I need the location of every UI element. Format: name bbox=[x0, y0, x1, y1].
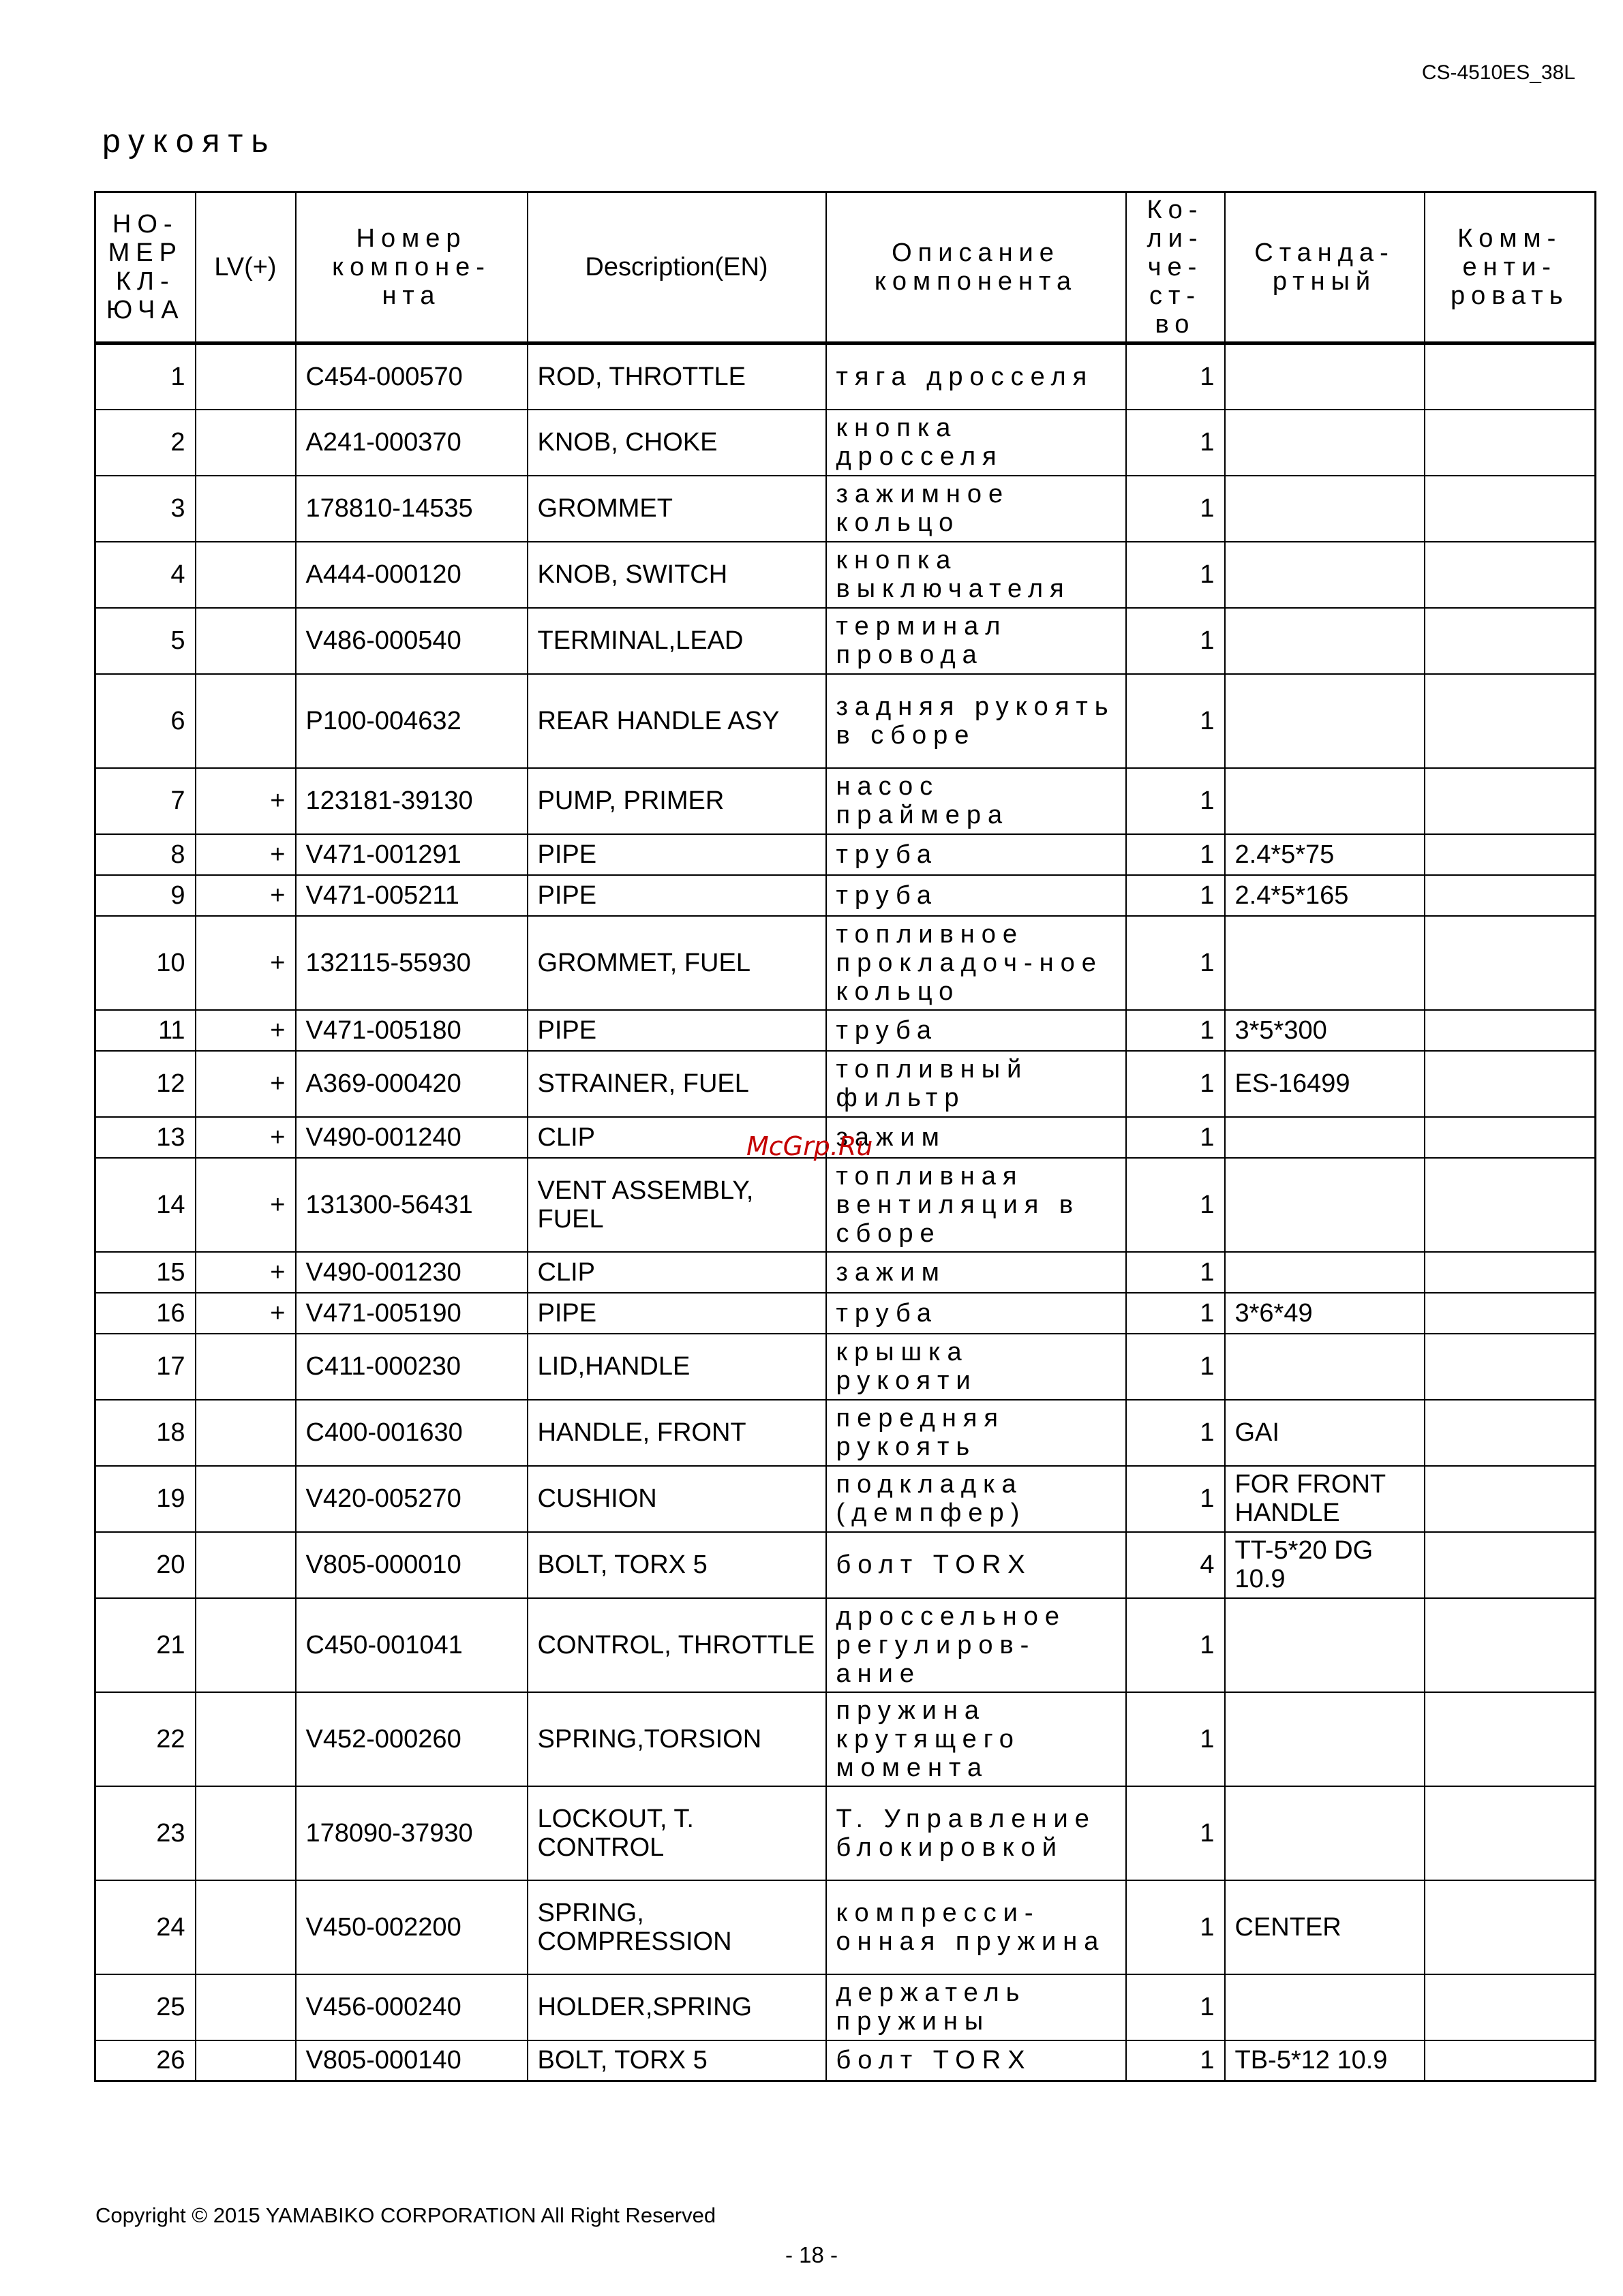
cell-lv: + bbox=[196, 1158, 296, 1252]
col-header-standard: Станда-ртный bbox=[1225, 192, 1425, 343]
cell-description-en: PIPE bbox=[528, 1010, 826, 1051]
table-row bbox=[95, 916, 1596, 1010]
cell-comment bbox=[1425, 834, 1596, 875]
cell-standard: GAI bbox=[1225, 1400, 1425, 1466]
cell-lv bbox=[196, 1400, 296, 1466]
cell-lv bbox=[196, 410, 296, 476]
table-row bbox=[95, 834, 1596, 875]
cell-part-number: P100-004632 bbox=[296, 674, 528, 768]
cell-part-number: 178810-14535 bbox=[296, 476, 528, 542]
table-row bbox=[95, 1051, 1596, 1117]
table-row bbox=[95, 1010, 1596, 1051]
cell-lv: + bbox=[196, 875, 296, 916]
cell-quantity: 1 bbox=[1126, 834, 1225, 875]
cell-part-number: V486-000540 bbox=[296, 608, 528, 674]
cell-lv: + bbox=[196, 1293, 296, 1334]
cell-standard: ES-16499 bbox=[1225, 1051, 1425, 1117]
cell-quantity: 1 bbox=[1126, 916, 1225, 1010]
cell-comment bbox=[1425, 1158, 1596, 1252]
cell-comment bbox=[1425, 674, 1596, 768]
cell-quantity: 1 bbox=[1126, 343, 1225, 410]
cell-description-en: VENT ASSEMBLY, FUEL bbox=[528, 1158, 826, 1252]
cell-standard: 2.4*5*75 bbox=[1225, 834, 1425, 875]
cell-quantity: 1 bbox=[1126, 674, 1225, 768]
cell-standard bbox=[1225, 1692, 1425, 1786]
cell-key: 9 bbox=[95, 875, 196, 916]
cell-part-number: C454-000570 bbox=[296, 343, 528, 410]
cell-quantity: 1 bbox=[1126, 542, 1225, 608]
cell-key: 20 bbox=[95, 1532, 196, 1598]
cell-description-en: LID,HANDLE bbox=[528, 1334, 826, 1400]
cell-description-en: ROD, THROTTLE bbox=[528, 343, 826, 410]
table-row bbox=[95, 343, 1596, 410]
cell-key: 15 bbox=[95, 1252, 196, 1293]
cell-comment bbox=[1425, 542, 1596, 608]
cell-description-ru: топливный фильтр bbox=[826, 1051, 1126, 1117]
cell-comment bbox=[1425, 1880, 1596, 1974]
cell-standard bbox=[1225, 542, 1425, 608]
cell-key: 2 bbox=[95, 410, 196, 476]
cell-standard bbox=[1225, 768, 1425, 834]
table-row bbox=[95, 410, 1596, 476]
cell-part-number: V471-005180 bbox=[296, 1010, 528, 1051]
cell-comment bbox=[1425, 916, 1596, 1010]
col-header-description-en: Description(EN) bbox=[528, 192, 826, 343]
cell-standard bbox=[1225, 674, 1425, 768]
cell-part-number: V452-000260 bbox=[296, 1692, 528, 1786]
cell-part-number: V471-001291 bbox=[296, 834, 528, 875]
cell-lv bbox=[196, 1598, 296, 1692]
cell-part-number: V450-002200 bbox=[296, 1880, 528, 1974]
cell-part-number: 131300-56431 bbox=[296, 1158, 528, 1252]
cell-comment bbox=[1425, 1051, 1596, 1117]
cell-comment bbox=[1425, 2040, 1596, 2081]
cell-key: 19 bbox=[95, 1466, 196, 1532]
table-row bbox=[95, 608, 1596, 674]
cell-lv bbox=[196, 1786, 296, 1880]
table-row bbox=[95, 768, 1596, 834]
cell-quantity: 1 bbox=[1126, 1117, 1225, 1158]
cell-description-ru: тяга дросселя bbox=[826, 343, 1126, 410]
cell-description-en: STRAINER, FUEL bbox=[528, 1051, 826, 1117]
cell-standard bbox=[1225, 343, 1425, 410]
cell-key: 8 bbox=[95, 834, 196, 875]
cell-key: 26 bbox=[95, 2040, 196, 2081]
cell-part-number: A444-000120 bbox=[296, 542, 528, 608]
table-row bbox=[95, 1334, 1596, 1400]
cell-comment bbox=[1425, 1010, 1596, 1051]
cell-part-number: 132115-55930 bbox=[296, 916, 528, 1010]
cell-key: 3 bbox=[95, 476, 196, 542]
cell-lv bbox=[196, 674, 296, 768]
cell-comment bbox=[1425, 1117, 1596, 1158]
cell-comment bbox=[1425, 1293, 1596, 1334]
cell-description-en: PIPE bbox=[528, 875, 826, 916]
cell-key: 16 bbox=[95, 1293, 196, 1334]
cell-lv bbox=[196, 1692, 296, 1786]
cell-standard bbox=[1225, 608, 1425, 674]
watermark: McGrp.Ru bbox=[746, 1131, 873, 1161]
cell-part-number: V490-001240 bbox=[296, 1117, 528, 1158]
cell-description-ru: труба bbox=[826, 875, 1126, 916]
cell-description-ru: кнопка выключателя bbox=[826, 542, 1126, 608]
cell-description-ru: болт TORX bbox=[826, 2040, 1126, 2081]
cell-key: 4 bbox=[95, 542, 196, 608]
cell-description-en: KNOB, CHOKE bbox=[528, 410, 826, 476]
table-row bbox=[95, 1532, 1596, 1598]
cell-lv bbox=[196, 2040, 296, 2081]
cell-comment bbox=[1425, 1400, 1596, 1466]
cell-comment bbox=[1425, 1466, 1596, 1532]
table-row bbox=[95, 875, 1596, 916]
table-row bbox=[95, 1786, 1596, 1880]
table-row bbox=[95, 1400, 1596, 1466]
table-row bbox=[95, 1466, 1596, 1532]
table-row bbox=[95, 1692, 1596, 1786]
cell-part-number: 123181-39130 bbox=[296, 768, 528, 834]
cell-part-number: V420-005270 bbox=[296, 1466, 528, 1532]
cell-description-ru: держатель пружины bbox=[826, 1974, 1126, 2040]
cell-comment bbox=[1425, 476, 1596, 542]
cell-standard: TB-5*12 10.9 bbox=[1225, 2040, 1425, 2081]
cell-description-en: PIPE bbox=[528, 1293, 826, 1334]
table-row bbox=[95, 2040, 1596, 2081]
cell-part-number: V471-005190 bbox=[296, 1293, 528, 1334]
cell-lv bbox=[196, 1532, 296, 1598]
cell-standard: CENTER bbox=[1225, 1880, 1425, 1974]
cell-description-ru: насос праймера bbox=[826, 768, 1126, 834]
cell-key: 23 bbox=[95, 1786, 196, 1880]
cell-comment bbox=[1425, 1252, 1596, 1293]
cell-part-number: V471-005211 bbox=[296, 875, 528, 916]
cell-lv: + bbox=[196, 1010, 296, 1051]
cell-comment bbox=[1425, 875, 1596, 916]
table-header-row bbox=[95, 192, 1596, 343]
cell-key: 24 bbox=[95, 1880, 196, 1974]
table-row bbox=[95, 1880, 1596, 1974]
cell-standard bbox=[1225, 1117, 1425, 1158]
cell-standard: TT-5*20 DG 10.9 bbox=[1225, 1532, 1425, 1598]
cell-description-ru: пружина крутящего момента bbox=[826, 1692, 1126, 1786]
cell-comment bbox=[1425, 1598, 1596, 1692]
cell-description-en: LOCKOUT, T. CONTROL bbox=[528, 1786, 826, 1880]
cell-key: 25 bbox=[95, 1974, 196, 2040]
cell-quantity: 1 bbox=[1126, 1598, 1225, 1692]
cell-quantity: 1 bbox=[1126, 1974, 1225, 2040]
cell-key: 5 bbox=[95, 608, 196, 674]
cell-description-en: PIPE bbox=[528, 834, 826, 875]
cell-standard: FOR FRONT HANDLE bbox=[1225, 1466, 1425, 1532]
cell-standard bbox=[1225, 410, 1425, 476]
cell-description-en: CLIP bbox=[528, 1252, 826, 1293]
cell-lv bbox=[196, 343, 296, 410]
cell-description-ru: передняя рукоять bbox=[826, 1400, 1126, 1466]
cell-lv: + bbox=[196, 1252, 296, 1293]
cell-description-ru: зажим bbox=[826, 1117, 1126, 1158]
cell-key: 17 bbox=[95, 1334, 196, 1400]
cell-description-ru: крышка рукояти bbox=[826, 1334, 1126, 1400]
cell-standard bbox=[1225, 916, 1425, 1010]
cell-part-number: C400-001630 bbox=[296, 1400, 528, 1466]
table-row bbox=[95, 542, 1596, 608]
cell-lv bbox=[196, 608, 296, 674]
cell-part-number: V805-000010 bbox=[296, 1532, 528, 1598]
cell-description-en: CUSHION bbox=[528, 1466, 826, 1532]
cell-standard bbox=[1225, 476, 1425, 542]
cell-quantity: 1 bbox=[1126, 476, 1225, 542]
cell-lv bbox=[196, 476, 296, 542]
cell-key: 10 bbox=[95, 916, 196, 1010]
cell-lv bbox=[196, 1880, 296, 1974]
cell-description-ru: зажимное кольцо bbox=[826, 476, 1126, 542]
cell-quantity: 4 bbox=[1126, 1532, 1225, 1598]
cell-quantity: 1 bbox=[1126, 1334, 1225, 1400]
page-number: - 18 - bbox=[785, 2242, 838, 2267]
cell-key: 1 bbox=[95, 343, 196, 410]
cell-lv: + bbox=[196, 1051, 296, 1117]
cell-description-ru: зажим bbox=[826, 1252, 1126, 1293]
cell-quantity: 1 bbox=[1126, 2040, 1225, 2081]
cell-description-en: PUMP, PRIMER bbox=[528, 768, 826, 834]
cell-quantity: 1 bbox=[1126, 1692, 1225, 1786]
page-title: рукоять bbox=[102, 123, 277, 159]
cell-key: 7 bbox=[95, 768, 196, 834]
cell-quantity: 1 bbox=[1126, 410, 1225, 476]
table-row bbox=[95, 1252, 1596, 1293]
cell-standard bbox=[1225, 1974, 1425, 2040]
table-row bbox=[95, 1158, 1596, 1252]
cell-comment bbox=[1425, 1692, 1596, 1786]
cell-quantity: 1 bbox=[1126, 1786, 1225, 1880]
table-row bbox=[95, 674, 1596, 768]
cell-description-en: HOLDER,SPRING bbox=[528, 1974, 826, 2040]
cell-standard bbox=[1225, 1334, 1425, 1400]
document-code: CS-4510ES_38L bbox=[1421, 61, 1575, 84]
cell-key: 22 bbox=[95, 1692, 196, 1786]
cell-standard bbox=[1225, 1786, 1425, 1880]
cell-description-en: HANDLE, FRONT bbox=[528, 1400, 826, 1466]
copyright-notice: Copyright © 2015 YAMABIKO CORPORATION All Right Reserved bbox=[95, 2203, 716, 2227]
cell-quantity: 1 bbox=[1126, 1010, 1225, 1051]
cell-comment bbox=[1425, 1786, 1596, 1880]
cell-description-en: SPRING,TORSION bbox=[528, 1692, 826, 1786]
cell-part-number: C411-000230 bbox=[296, 1334, 528, 1400]
cell-part-number: 178090-37930 bbox=[296, 1786, 528, 1880]
col-header-part-no: Номер компоне-нта bbox=[296, 192, 528, 343]
cell-comment bbox=[1425, 1532, 1596, 1598]
cell-comment bbox=[1425, 343, 1596, 410]
col-header-lv: LV(+) bbox=[196, 192, 296, 343]
cell-quantity: 1 bbox=[1126, 1252, 1225, 1293]
cell-key: 13 bbox=[95, 1117, 196, 1158]
cell-lv bbox=[196, 1334, 296, 1400]
cell-comment bbox=[1425, 768, 1596, 834]
cell-standard: 3*6*49 bbox=[1225, 1293, 1425, 1334]
cell-comment bbox=[1425, 1974, 1596, 2040]
cell-part-number: C450-001041 bbox=[296, 1598, 528, 1692]
cell-part-number: A369-000420 bbox=[296, 1051, 528, 1117]
cell-description-ru: труба bbox=[826, 834, 1126, 875]
table-row bbox=[95, 1974, 1596, 2040]
cell-standard: 3*5*300 bbox=[1225, 1010, 1425, 1051]
cell-key: 18 bbox=[95, 1400, 196, 1466]
col-header-quantity: Ко-ли-че-ст-во bbox=[1126, 192, 1225, 343]
cell-description-en: GROMMET, FUEL bbox=[528, 916, 826, 1010]
cell-description-ru: труба bbox=[826, 1293, 1126, 1334]
cell-lv bbox=[196, 542, 296, 608]
cell-standard: 2.4*5*165 bbox=[1225, 875, 1425, 916]
cell-quantity: 1 bbox=[1126, 608, 1225, 674]
cell-key: 12 bbox=[95, 1051, 196, 1117]
cell-quantity: 1 bbox=[1126, 1400, 1225, 1466]
cell-part-number: V805-000140 bbox=[296, 2040, 528, 2081]
table-row bbox=[95, 1598, 1596, 1692]
cell-description-ru: дроссельное регулиров-ание bbox=[826, 1598, 1126, 1692]
cell-description-ru: подкладка (демпфер) bbox=[826, 1466, 1126, 1532]
cell-comment bbox=[1425, 410, 1596, 476]
cell-description-en: BOLT, TORX 5 bbox=[528, 2040, 826, 2081]
cell-description-ru: терминал провода bbox=[826, 608, 1126, 674]
cell-lv: + bbox=[196, 834, 296, 875]
cell-description-ru: кнопка дросселя bbox=[826, 410, 1126, 476]
cell-lv bbox=[196, 1974, 296, 2040]
cell-description-en: REAR HANDLE ASY bbox=[528, 674, 826, 768]
cell-description-ru: компресси-онная пружина bbox=[826, 1880, 1126, 1974]
cell-quantity: 1 bbox=[1126, 768, 1225, 834]
cell-part-number: A241-000370 bbox=[296, 410, 528, 476]
cell-lv: + bbox=[196, 916, 296, 1010]
cell-standard bbox=[1225, 1158, 1425, 1252]
cell-description-ru: болт TORX bbox=[826, 1532, 1126, 1598]
cell-description-ru: труба bbox=[826, 1010, 1126, 1051]
cell-key: 11 bbox=[95, 1010, 196, 1051]
cell-description-en: GROMMET bbox=[528, 476, 826, 542]
cell-standard bbox=[1225, 1252, 1425, 1293]
cell-description-ru: Т. Управление блокировкой bbox=[826, 1786, 1126, 1880]
cell-comment bbox=[1425, 1334, 1596, 1400]
cell-key: 21 bbox=[95, 1598, 196, 1692]
table-row bbox=[95, 476, 1596, 542]
cell-quantity: 1 bbox=[1126, 1158, 1225, 1252]
col-header-comment: Комм-енти-ровать bbox=[1425, 192, 1596, 343]
cell-quantity: 1 bbox=[1126, 1880, 1225, 1974]
cell-description-en: CLIP bbox=[528, 1117, 826, 1158]
cell-description-ru: топливное прокладоч-ное кольцо bbox=[826, 916, 1126, 1010]
cell-quantity: 1 bbox=[1126, 875, 1225, 916]
cell-quantity: 1 bbox=[1126, 1466, 1225, 1532]
cell-part-number: V456-000240 bbox=[296, 1974, 528, 2040]
cell-comment bbox=[1425, 608, 1596, 674]
cell-description-ru: топливная вентиляция в сборе bbox=[826, 1158, 1126, 1252]
cell-key: 6 bbox=[95, 674, 196, 768]
cell-description-en: TERMINAL,LEAD bbox=[528, 608, 826, 674]
cell-lv: + bbox=[196, 1117, 296, 1158]
cell-key: 14 bbox=[95, 1158, 196, 1252]
cell-quantity: 1 bbox=[1126, 1051, 1225, 1117]
cell-description-ru: задняя рукоять в сборе bbox=[826, 674, 1126, 768]
cell-description-en: SPRING, COMPRESSION bbox=[528, 1880, 826, 1974]
cell-description-en: KNOB, SWITCH bbox=[528, 542, 826, 608]
col-header-key: НО-МЕР КЛ-ЮЧА bbox=[95, 192, 196, 343]
cell-lv bbox=[196, 1466, 296, 1532]
cell-description-en: CONTROL, THROTTLE bbox=[528, 1598, 826, 1692]
cell-lv: + bbox=[196, 768, 296, 834]
table-row bbox=[95, 1293, 1596, 1334]
parts-table-body bbox=[95, 343, 1596, 2081]
col-header-description-ru: Описание компонента bbox=[826, 192, 1126, 343]
cell-description-en: BOLT, TORX 5 bbox=[528, 1532, 826, 1598]
cell-quantity: 1 bbox=[1126, 1293, 1225, 1334]
cell-standard bbox=[1225, 1598, 1425, 1692]
cell-part-number: V490-001230 bbox=[296, 1252, 528, 1293]
